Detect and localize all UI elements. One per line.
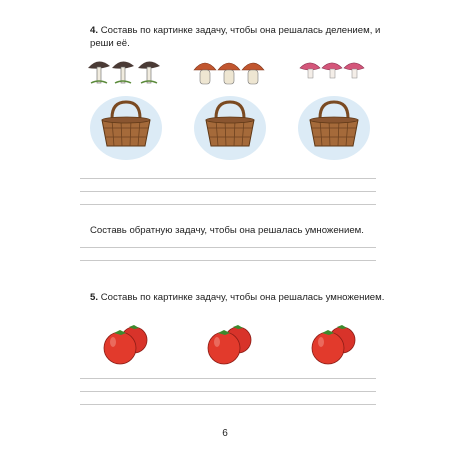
page-number: 6 [222, 428, 228, 439]
answer-line[interactable] [80, 260, 376, 261]
task-4-body: Составь по картинке задачу, чтобы она решалась делением, и реши её. [90, 25, 381, 49]
answer-line[interactable] [80, 204, 376, 205]
answer-line[interactable] [80, 191, 376, 192]
task-5-number: 5. [90, 292, 99, 303]
task-4-text [90, 24, 390, 50]
answer-line[interactable] [80, 378, 376, 379]
answer-lines-task-4[interactable] [80, 178, 376, 217]
answer-lines-task-4-inverse[interactable] [80, 247, 376, 273]
task-5-body: Составь по картинке задачу, чтобы она решалась умножением. [100, 292, 385, 303]
mushroom-group-2 [194, 63, 264, 84]
basket-2 [194, 96, 266, 160]
baskets-row [80, 92, 380, 166]
task-4-inverse-text: Составь обратную задачу, чтобы она решалась умножением. [90, 225, 364, 236]
task-4-number: 4. [90, 25, 99, 36]
tomatoes-row [96, 320, 366, 370]
tomatoes-1 [104, 325, 147, 364]
tomatoes-3 [312, 325, 355, 364]
answer-line[interactable] [80, 178, 376, 179]
task-5-text [90, 291, 390, 304]
mushroom-group-1 [88, 61, 160, 83]
basket-3 [298, 96, 370, 160]
mushroom-group-3 [300, 63, 364, 78]
basket-1 [90, 96, 162, 160]
tomatoes-2 [208, 325, 251, 364]
answer-lines-task-5[interactable] [80, 378, 376, 417]
answer-line[interactable] [80, 404, 376, 405]
answer-line[interactable] [80, 247, 376, 248]
answer-line[interactable] [80, 391, 376, 392]
mushrooms-row [78, 52, 388, 88]
